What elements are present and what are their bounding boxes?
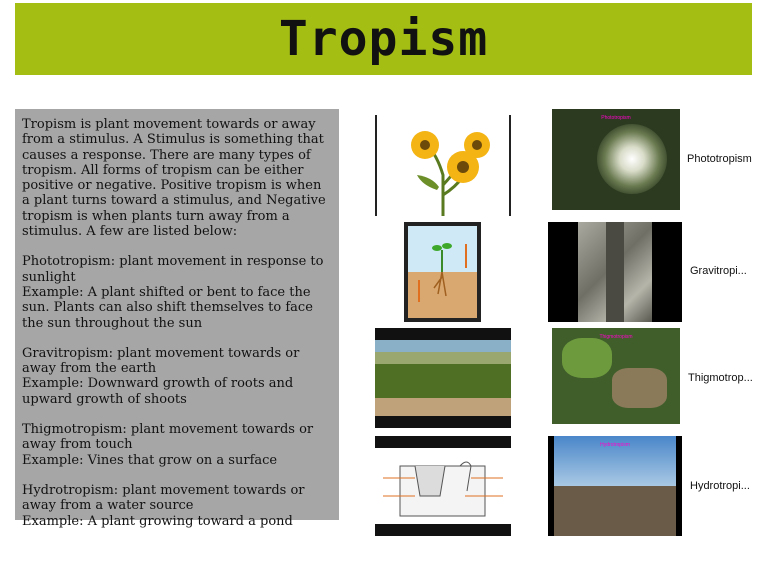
thigmotropism-image[interactable]: Thigmotropism <box>552 328 680 424</box>
gravitropism-paragraph: Gravitropism: plant movement towards or away from the earth Example: Downward growth of roots and upward growth of shoots <box>22 345 300 407</box>
hydrotropism-caption: Hydrotropi... <box>686 478 762 494</box>
gravitropism-image[interactable] <box>548 222 682 322</box>
thigmotropism-paragraph: Thigmotropism: plant movement towards or away from touch Example: Vines that grow on a surface <box>22 422 314 468</box>
hydrotropism-paragraph: Hydrotropism: plant movement towards or away from a water source Example: A plant growing toward a pond <box>22 482 305 529</box>
phototropism-caption: Phototropism <box>683 151 766 167</box>
gravitropism-caption: Gravitropi... <box>686 263 762 279</box>
phototropism-image[interactable]: Phototropism <box>552 109 680 210</box>
hedge-image[interactable] <box>375 328 511 428</box>
phototropism-paragraph: Phototropism: plant movement in response to sunlight Example: A plant shifted or bent to face the sun. Plants can also shift themselves to face the sun throughout the sun <box>22 254 324 331</box>
title-bar <box>15 3 752 75</box>
hydrotropism-diagram-image[interactable] <box>375 436 511 536</box>
hydrotropism-image[interactable]: Hydrotropism <box>548 436 682 536</box>
intro-paragraph: Tropism is plant movement towards or away from a stimulus. A Stimulus is something that causes a response. There are many types of tropism. All forms of tropism can be either positive or negative. Positive tropism is when a plant turns toward a stimulus, and Negative tropism is when plants turn away from a stimulus. A few are listed below: <box>22 117 326 240</box>
thigmotropism-caption: Thigmotrop... <box>684 370 764 386</box>
slide-title: Tropism <box>278 11 489 67</box>
description-textbox[interactable] <box>15 109 339 529</box>
seedling-diagram-image[interactable] <box>404 222 481 322</box>
sunflower-image[interactable] <box>375 115 511 216</box>
